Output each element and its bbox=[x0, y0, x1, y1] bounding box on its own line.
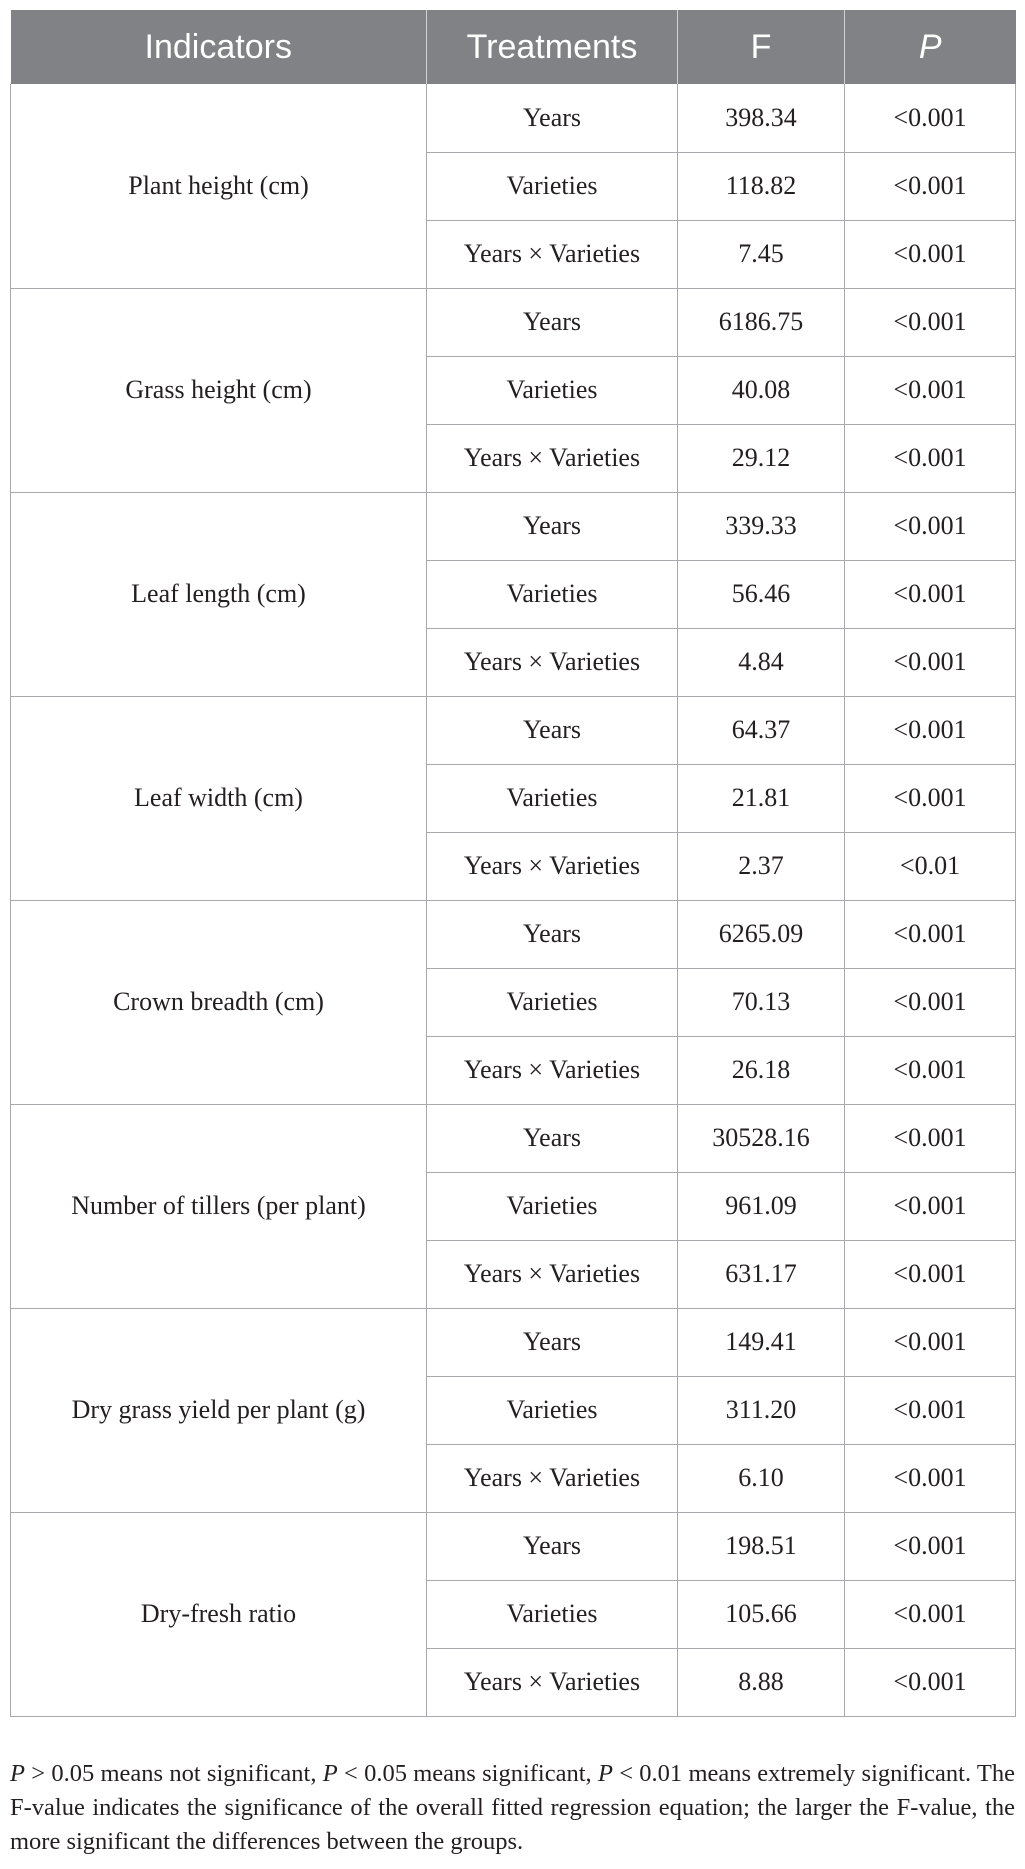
treatment-cell: Varieties bbox=[427, 968, 678, 1036]
f-value-cell: 21.81 bbox=[678, 764, 845, 832]
footnote-segment: < 0.05 means significant, bbox=[337, 1760, 598, 1787]
treatment-cell: Years bbox=[427, 288, 678, 356]
f-value-cell: 70.13 bbox=[678, 968, 845, 1036]
header-p: P bbox=[845, 10, 1016, 84]
f-value-cell: 29.12 bbox=[678, 424, 845, 492]
f-value-cell: 64.37 bbox=[678, 696, 845, 764]
f-value-cell: 56.46 bbox=[678, 560, 845, 628]
treatment-cell: Years × Varieties bbox=[427, 424, 678, 492]
indicator-cell: Dry-fresh ratio bbox=[11, 1512, 427, 1716]
treatment-cell: Years × Varieties bbox=[427, 1036, 678, 1104]
f-value-cell: 4.84 bbox=[678, 628, 845, 696]
header-f: F bbox=[678, 10, 845, 84]
p-value-cell: <0.001 bbox=[845, 424, 1016, 492]
p-value-cell: <0.001 bbox=[845, 1172, 1016, 1240]
p-value-cell: <0.001 bbox=[845, 1240, 1016, 1308]
f-value-cell: 105.66 bbox=[678, 1580, 845, 1648]
p-value-cell: <0.001 bbox=[845, 1376, 1016, 1444]
table-row bbox=[11, 1512, 1016, 1580]
p-value-cell: <0.001 bbox=[845, 1512, 1016, 1580]
p-value-cell: <0.001 bbox=[845, 560, 1016, 628]
table-row bbox=[11, 1308, 1016, 1376]
treatment-cell: Varieties bbox=[427, 152, 678, 220]
treatment-cell: Years bbox=[427, 900, 678, 968]
p-value-cell: <0.001 bbox=[845, 84, 1016, 152]
p-value-cell: <0.001 bbox=[845, 1580, 1016, 1648]
table-footnote bbox=[10, 1757, 1015, 1859]
indicator-cell: Dry grass yield per plant (g) bbox=[11, 1308, 427, 1512]
f-value-cell: 26.18 bbox=[678, 1036, 845, 1104]
f-value-cell: 339.33 bbox=[678, 492, 845, 560]
treatment-cell: Years bbox=[427, 84, 678, 152]
indicator-cell: Plant height (cm) bbox=[11, 84, 427, 288]
p-value-cell: <0.001 bbox=[845, 1104, 1016, 1172]
f-value-cell: 7.45 bbox=[678, 220, 845, 288]
footnote-p-symbol: P bbox=[10, 1760, 25, 1787]
p-value-cell: <0.001 bbox=[845, 288, 1016, 356]
f-value-cell: 631.17 bbox=[678, 1240, 845, 1308]
table-row bbox=[11, 492, 1016, 560]
indicator-cell: Leaf width (cm) bbox=[11, 696, 427, 900]
table-row bbox=[11, 1104, 1016, 1172]
p-value-cell: <0.001 bbox=[845, 1444, 1016, 1512]
indicator-cell: Crown breadth (cm) bbox=[11, 900, 427, 1104]
table-body bbox=[11, 84, 1016, 1716]
anova-table-container bbox=[10, 10, 1015, 1717]
f-value-cell: 6265.09 bbox=[678, 900, 845, 968]
footnote-p-symbol: P bbox=[597, 1760, 613, 1787]
treatment-cell: Years × Varieties bbox=[427, 1240, 678, 1308]
p-value-cell: <0.001 bbox=[845, 1036, 1016, 1104]
table-row bbox=[11, 900, 1016, 968]
treatment-cell: Years × Varieties bbox=[427, 628, 678, 696]
f-value-cell: 149.41 bbox=[678, 1308, 845, 1376]
treatment-cell: Varieties bbox=[427, 1376, 678, 1444]
footnote-segment: > 0.05 means not significant, bbox=[24, 1760, 323, 1787]
p-value-cell: <0.001 bbox=[845, 628, 1016, 696]
treatment-cell: Years bbox=[427, 1104, 678, 1172]
treatment-cell: Varieties bbox=[427, 1172, 678, 1240]
treatment-cell: Years × Varieties bbox=[427, 832, 678, 900]
footnote-segment: < 0.01 means extremely significant. The F-value indicates the significance of the overall fitted regression equation; the larger the F-value, the more significant the differences between the groups. bbox=[10, 1760, 1016, 1855]
treatment-cell: Years bbox=[427, 492, 678, 560]
header-indicators: Indicators bbox=[11, 10, 427, 84]
f-value-cell: 398.34 bbox=[678, 84, 845, 152]
indicator-cell: Number of tillers (per plant) bbox=[11, 1104, 427, 1308]
p-value-cell: <0.001 bbox=[845, 492, 1016, 560]
p-value-cell: <0.001 bbox=[845, 1648, 1016, 1716]
treatment-cell: Varieties bbox=[427, 764, 678, 832]
treatment-cell: Varieties bbox=[427, 560, 678, 628]
f-value-cell: 6186.75 bbox=[678, 288, 845, 356]
treatment-cell: Varieties bbox=[427, 356, 678, 424]
treatment-cell: Varieties bbox=[427, 1580, 678, 1648]
table-row bbox=[11, 696, 1016, 764]
f-value-cell: 8.88 bbox=[678, 1648, 845, 1716]
p-value-cell: <0.001 bbox=[845, 696, 1016, 764]
p-value-cell: <0.001 bbox=[845, 1308, 1016, 1376]
anova-table bbox=[10, 10, 1016, 1717]
treatment-cell: Years × Varieties bbox=[427, 1648, 678, 1716]
p-value-cell: <0.001 bbox=[845, 968, 1016, 1036]
f-value-cell: 961.09 bbox=[678, 1172, 845, 1240]
table-row bbox=[11, 288, 1016, 356]
header-row bbox=[11, 10, 1016, 84]
treatment-cell: Years × Varieties bbox=[427, 220, 678, 288]
f-value-cell: 311.20 bbox=[678, 1376, 845, 1444]
p-value-cell: <0.001 bbox=[845, 220, 1016, 288]
f-value-cell: 6.10 bbox=[678, 1444, 845, 1512]
f-value-cell: 2.37 bbox=[678, 832, 845, 900]
f-value-cell: 30528.16 bbox=[678, 1104, 845, 1172]
f-value-cell: 198.51 bbox=[678, 1512, 845, 1580]
header-treatments: Treatments bbox=[427, 10, 678, 84]
p-value-cell: <0.001 bbox=[845, 764, 1016, 832]
p-value-cell: <0.001 bbox=[845, 356, 1016, 424]
treatment-cell: Years bbox=[427, 696, 678, 764]
p-value-cell: <0.01 bbox=[845, 832, 1016, 900]
treatment-cell: Years bbox=[427, 1308, 678, 1376]
table-row bbox=[11, 84, 1016, 152]
f-value-cell: 40.08 bbox=[678, 356, 845, 424]
p-value-cell: <0.001 bbox=[845, 152, 1016, 220]
f-value-cell: 118.82 bbox=[678, 152, 845, 220]
indicator-cell: Grass height (cm) bbox=[11, 288, 427, 492]
footnote-p-symbol: P bbox=[322, 1760, 338, 1787]
treatment-cell: Years × Varieties bbox=[427, 1444, 678, 1512]
treatment-cell: Years bbox=[427, 1512, 678, 1580]
indicator-cell: Leaf length (cm) bbox=[11, 492, 427, 696]
p-value-cell: <0.001 bbox=[845, 900, 1016, 968]
